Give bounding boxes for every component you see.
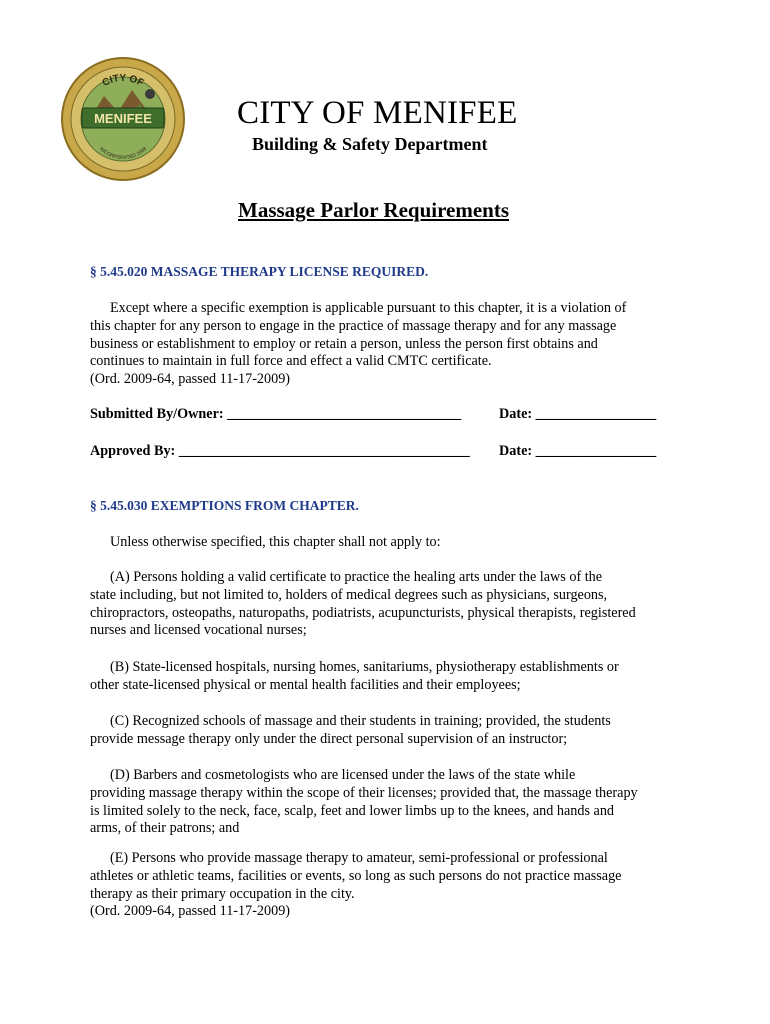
ordinance-note: (Ord. 2009-64, passed 11-17-2009) — [90, 903, 291, 920]
body-line: (C) Recognized schools of massage and their students in training; provided, the students — [110, 713, 611, 729]
body-line: providing massage therapy within the scope of their licenses; provided that, the massage therapy — [90, 784, 638, 801]
section-body-license — [90, 300, 690, 389]
body-line: state including, but not limited to, holders of medical degrees such as physicians, surgeons, — [90, 586, 608, 603]
approved-date-field[interactable]: Date: _________________ — [499, 443, 657, 459]
submitted-by-label: Submitted By/Owner: _________________________________ — [90, 406, 462, 422]
approved-by-field[interactable] — [90, 443, 657, 460]
ordinance-note: (Ord. 2009-64, passed 11-17-2009) — [90, 371, 291, 388]
city-seal-logo — [60, 56, 186, 182]
document-title: Massage Parlor Requirements — [238, 198, 510, 222]
approved-by-label: Approved By: _________________________________________ — [90, 443, 470, 459]
body-line: this chapter for any person to engage in the practice of massage therapy and for any massage — [90, 317, 617, 334]
body-line: athletes or athletic teams, facilities or events, so long as such persons do not practice massage — [90, 867, 622, 884]
body-line: arms, of their patrons; and — [90, 820, 240, 837]
body-line: (D) Barbers and cosmetologists who are licensed under the laws of the state while — [110, 767, 576, 783]
body-line: (E) Persons who provide massage therapy to amateur, semi-professional or professional — [110, 850, 608, 866]
submitted-by-field[interactable] — [90, 406, 657, 423]
exemption-item-a — [90, 569, 690, 640]
section-heading-license: § 5.45.020 MASSAGE THERAPY LICENSE REQUIRED. — [90, 264, 429, 279]
submitted-date-field[interactable]: Date: _________________ — [499, 406, 657, 422]
page-title: CITY OF MENIFEE — [237, 95, 518, 131]
body-line: Except where a specific exemption is applicable pursuant to this chapter, it is a violation of — [110, 300, 627, 316]
exemptions-intro — [90, 534, 690, 552]
body-line: other state-licensed physical or mental health facilities and their employees; — [90, 676, 521, 693]
seal-top-text: CITY OF — [100, 72, 146, 89]
exemption-item-c — [90, 713, 690, 749]
body-line: (B) State-licensed hospitals, nursing homes, sanitariums, physiotherapy establishments or — [110, 659, 619, 675]
body-line: nurses and licensed vocational nurses; — [90, 622, 307, 639]
exemption-item-e — [90, 850, 690, 921]
body-line: business or establishment to employ or retain a person, unless the person first obtains and — [90, 335, 598, 352]
body-line: therapy as their primary occupation in the city. — [90, 885, 355, 902]
body-line: chiropractors, osteopaths, naturopaths, podiatrists, acupuncturists, physical therapists, registered — [90, 604, 636, 621]
department-name: Building & Safety Department — [252, 134, 488, 154]
exemption-item-d — [90, 767, 690, 838]
body-line: provide message therapy only under the direct personal supervision of an instructor; — [90, 730, 568, 747]
body-line: (A) Persons holding a valid certificate to practice the healing arts under the laws of the — [110, 569, 603, 585]
seal-banner-text: MENIFEE — [94, 111, 152, 126]
body-line: continues to maintain in full force and effect a valid CMTC certificate. — [90, 353, 492, 370]
body-line: is limited solely to the neck, face, scalp, feet and lower limbs up to the knees, and hands and — [90, 802, 615, 819]
seal-bottom-text: INCORPORATED 2008 — [97, 146, 148, 162]
exemption-item-b — [90, 659, 690, 695]
intro-text: Unless otherwise specified, this chapter shall not apply to: — [110, 534, 441, 550]
section-heading-exemptions: § 5.45.030 EXEMPTIONS FROM CHAPTER. — [90, 498, 359, 513]
